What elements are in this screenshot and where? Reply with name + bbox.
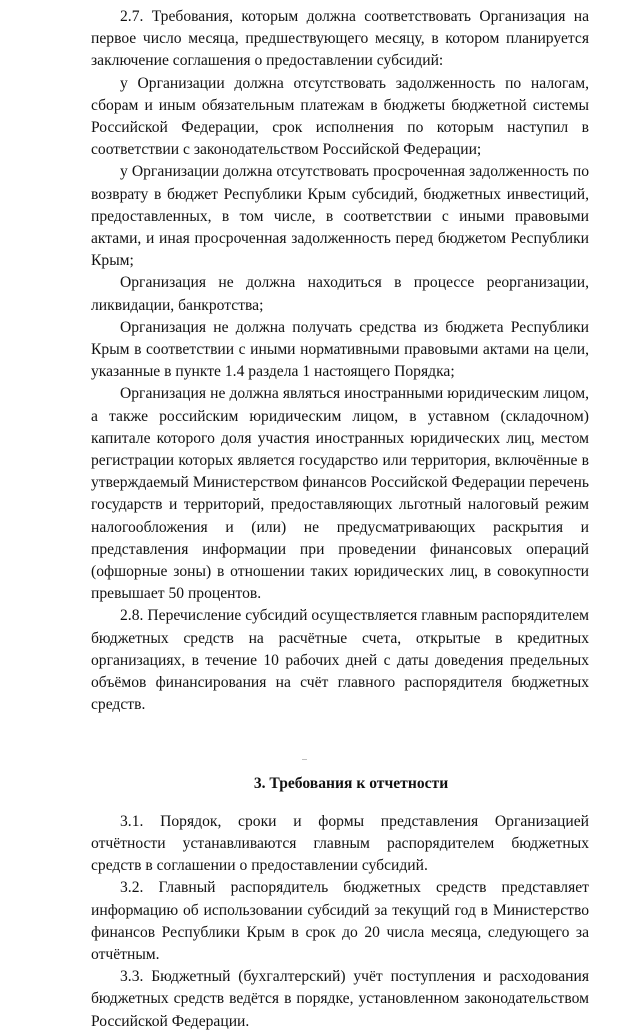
scan-speck <box>302 759 307 760</box>
paragraph-not-foreign-entity: Организация не должна являться иностранными юридическим лицом, а также российским юридическим лицом, в уставном (складочном) капитале которого доля участия иностранных юридических лиц, местом регистрации которых является государство или территория, включённые в утверждаемый Министерством финансов Российской Федерации перечень государств и территорий, предоставляющих льготный налоговый режим налогообложения и (или) не предусматривающих раскрытия и представления информации при проведении финансовых операций (офшорные зоны) в отношении таких юридических лиц, в совокупности превышает 50 процентов. <box>91 385 589 603</box>
paragraph-3-1: 3.1. Порядок, сроки и формы представления Организацией отчётности устанавливаются главным распорядителем бюджетных средств в соглашении о предоставлении субсидий. <box>91 812 589 875</box>
paragraph-no-tax-debt: у Организации должна отсутствовать задолженность по налогам, сборам и иным обязательным платежам в бюджеты бюджетной системы Российской Федерации, срок исполнения по которым наступил в соответствии с законодательством Российской Федерации; <box>91 74 589 159</box>
paragraph-no-reorganization: Организация не должна находиться в процессе реорганизации, ликвидации, банкротства; <box>91 274 589 314</box>
paragraph-3-3: 3.3. Бюджетный (бухгалтерский) учёт поступления и расходования бюджетных средств ведётся в порядке, установленном законодательством Российской Федерации. <box>91 968 589 1030</box>
document-body <box>91 6 589 1033</box>
section-heading: 3. Требования к отчетности <box>253 774 449 792</box>
paragraph-3-2: 3.2. Главный распорядитель бюджетных средств представляет информацию об использовании субсидий за текущий год в Министерство финансов Республики Крым в срок до 20 числа месяца, следующего за отчётным. <box>91 879 589 963</box>
paragraph-2-8: 2.8. Перечисление субсидий осуществляется главным распорядителем бюджетных средств на расчётные счета, открытые в кредитных организациях, в течение 10 рабочих дней с даты доведения предельных объёмов финансирования на счёт главного распорядителя бюджетных средств. <box>91 607 589 714</box>
heading-spacer <box>91 795 589 811</box>
paragraph-2-7: 2.7. Требования, которым должна соответствовать Организация на первое число месяца, предшествующего месяцу, в котором планируется заключение соглашения о предоставлении субсидий: <box>91 8 589 70</box>
section-spacer <box>91 717 589 773</box>
paragraph-no-overdue-debt: у Организации должна отсутствовать просроченная задолженность по возврату в бюджет Республики Крым субсидий, бюджетных инвестиций, предоставленных, в том числе, в соответствии с иными правовыми актами, и иная просроченная задолженность перед бюджетом Республики Крым; <box>91 163 589 270</box>
paragraph-no-other-funds: Организация не должна получать средства из бюджета Республики Крым в соответствии с иными нормативными правовыми актами на цели, указанные в пункте 1.4 раздела 1 настоящего Порядка; <box>91 318 589 381</box>
